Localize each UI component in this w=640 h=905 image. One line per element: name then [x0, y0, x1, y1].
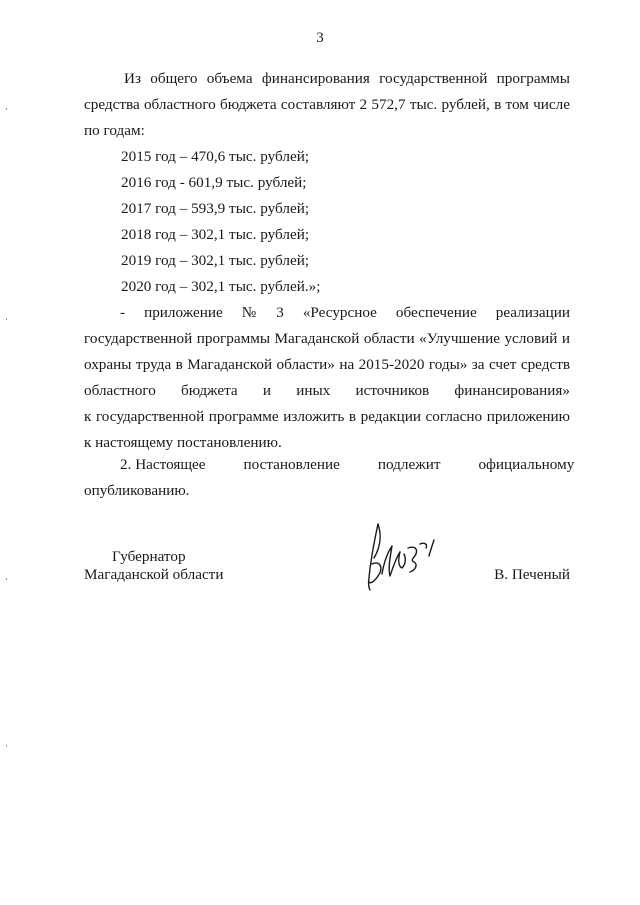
- intro-line: средства областного бюджета составляют 2 572,7 тыс. рублей, в том числе: [84, 96, 570, 113]
- intro-paragraph: [84, 66, 570, 144]
- signer-name: В. Печеный: [494, 566, 570, 583]
- margin-speck: [6, 108, 7, 110]
- funding-year-line: 2017 год – 593,9 тыс. рублей;: [121, 200, 310, 217]
- funding-year-line: 2019 год – 302,1 тыс. рублей;: [121, 252, 310, 269]
- publication-line: 2. Настоящее постановление подлежит официальному: [120, 456, 575, 473]
- appendix-line: областного бюджета и иных источников финансирования»: [84, 382, 570, 399]
- signer-post-title: Губернатор: [112, 548, 186, 565]
- publication-paragraph: [84, 452, 575, 504]
- funding-year-line: 2015 год – 470,6 тыс. рублей;: [121, 148, 310, 165]
- intro-line: по годам:: [84, 122, 145, 139]
- funding-year-line: 2016 год - 601,9 тыс. рублей;: [121, 174, 307, 191]
- appendix-paragraph: [84, 300, 570, 456]
- margin-speck: [6, 578, 7, 580]
- signer-post-region: Магаданской области: [84, 566, 224, 583]
- margin-speck: [6, 745, 7, 747]
- margin-speck: [6, 318, 7, 320]
- appendix-line: охраны труда в Магаданской области» на 2015-2020 годы» за счет средств: [84, 356, 570, 373]
- publication-line: опубликованию.: [84, 482, 190, 499]
- signature-block: [84, 548, 570, 608]
- appendix-line: государственной программы Магаданской области «Улучшение условий и: [84, 330, 570, 347]
- funding-year-line: 2018 год – 302,1 тыс. рублей;: [121, 226, 310, 243]
- funding-year-line: 2020 год – 302,1 тыс. рублей.»;: [121, 278, 321, 295]
- intro-line: Из общего объема финансирования государственной программы: [124, 70, 570, 87]
- funding-by-year-list: [121, 144, 320, 300]
- appendix-line: к настоящему постановлению.: [84, 434, 282, 451]
- appendix-line: - приложение № 3 «Ресурсное обеспечение реализации: [120, 304, 570, 321]
- page-number: 3: [316, 30, 324, 46]
- appendix-line: к государственной программе изложить в редакции согласно приложению: [84, 408, 570, 425]
- handwritten-signature: [358, 518, 448, 594]
